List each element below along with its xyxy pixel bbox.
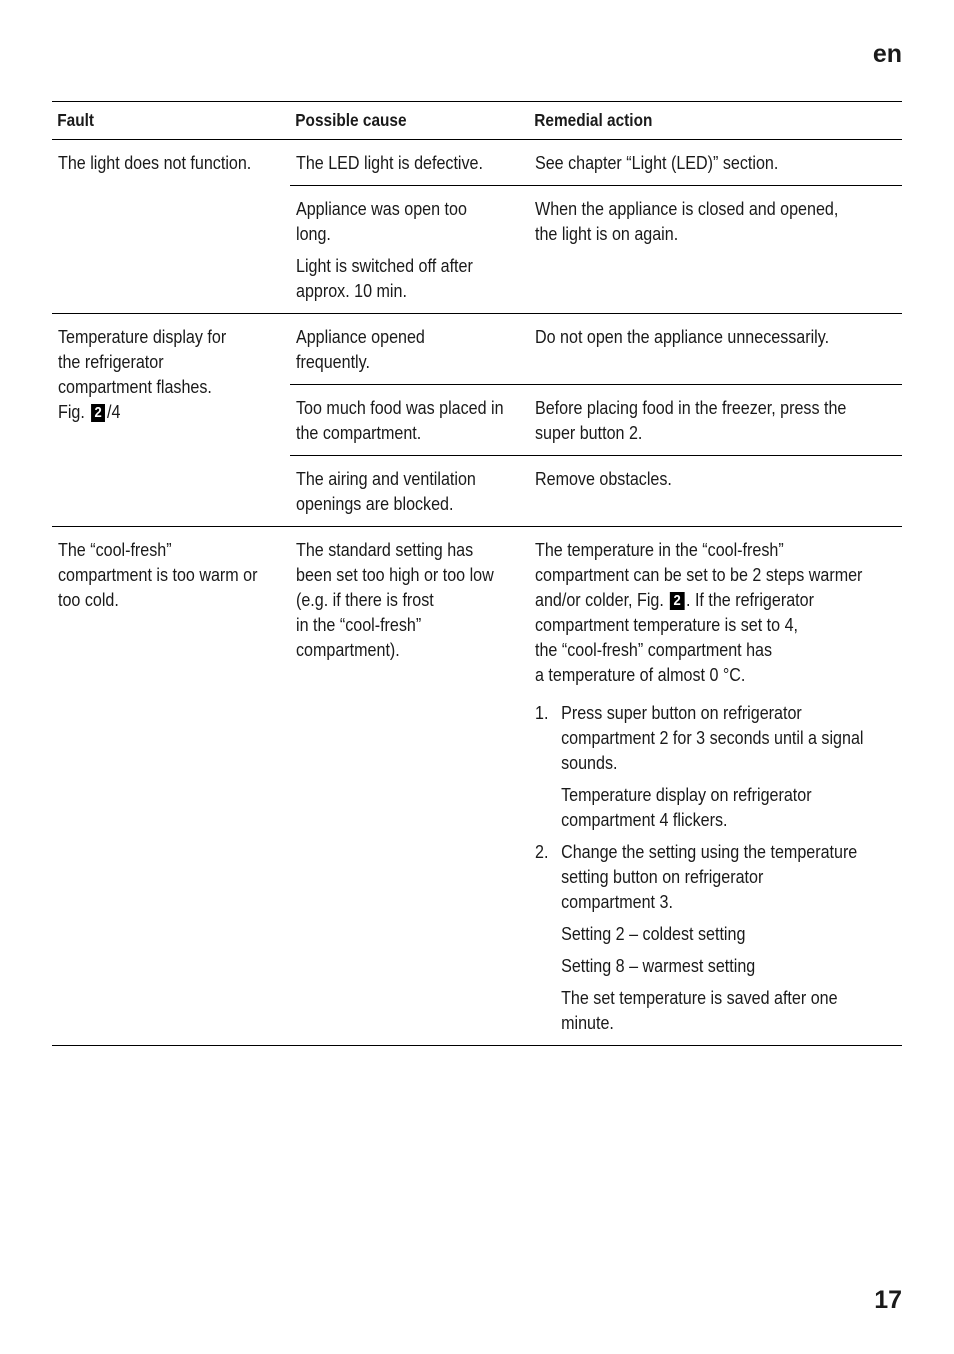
step-list (535, 700, 864, 1035)
fault-cell (52, 140, 290, 313)
table-row (290, 384, 902, 455)
table-header (52, 102, 902, 140)
cause-text: Appliance opened frequently. (296, 326, 425, 372)
action-cell (529, 314, 902, 384)
action-cell (529, 140, 902, 185)
cause-text: Appliance was open too long. (296, 198, 467, 244)
figure-ref-badge: 2 (91, 404, 105, 422)
cause-cell (290, 385, 529, 455)
table-row (290, 455, 902, 526)
figure-ref-badge: 2 (670, 592, 684, 610)
header-remedial-action: Remedial action (534, 110, 653, 130)
header-possible-cause: Possible cause (295, 110, 407, 130)
fault-group-cool-fresh (52, 527, 902, 1045)
cause-cell (290, 527, 529, 1045)
cause-text: The standard setting has been set too high or too low (e.g. if there is frost in the “cool-fresh” compartment). (296, 539, 494, 660)
cause-cell (290, 456, 529, 526)
fault-text: Temperature display for the refrigerator compartment flashes. Fig. 2 /4 (58, 326, 227, 422)
table-row (290, 527, 902, 1045)
cause-cell (290, 140, 529, 185)
step-note: Setting 8 – warmest setting (561, 955, 756, 976)
action-cell (529, 456, 902, 526)
action-text: Do not open the appliance unnecessarily. (535, 326, 830, 347)
action-intro-text: The temperature in the “cool-fresh” compartment can be set to be 2 steps warmer and/or colder, Fig. 2 . If the refrigerator compartment temperature is set to 4, the “cool-fresh” compartment has a temperature of almost 0 °C. (535, 539, 863, 685)
header-fault: Fault (57, 110, 95, 130)
action-cell (529, 385, 902, 455)
step-note: Temperature display on refrigerator compartment 4 flickers. (561, 784, 812, 830)
table-row (290, 140, 902, 185)
action-text: Remove obstacles. (535, 468, 672, 489)
page-number: 17 (874, 1286, 902, 1314)
fault-group-temperature-display (52, 314, 902, 527)
fault-cell (52, 527, 290, 1045)
fault-group-light (52, 140, 902, 314)
table-row (290, 185, 902, 313)
fault-text: The light does not function. (58, 152, 252, 173)
action-cell (529, 186, 902, 313)
cause-text: The LED light is defective. (296, 152, 483, 173)
action-text: Before placing food in the freezer, press the super button 2. (535, 397, 847, 443)
list-item: 1. Press super button on refrigerator compartment 2 for 3 seconds until a signal sounds. (535, 702, 864, 773)
list-item: 2. Change the setting using the temperature setting button on refrigerator compartment 3. (535, 841, 858, 912)
cause-text: Light is switched off after approx. 10 min. (296, 255, 473, 301)
action-cell (529, 527, 902, 1045)
cause-text: Too much food was placed in the compartment. (296, 397, 504, 443)
action-text: When the appliance is closed and opened, the light is on again. (535, 198, 839, 244)
cause-text: The airing and ventilation openings are blocked. (296, 468, 476, 514)
action-text: See chapter “Light (LED)” section. (535, 152, 779, 173)
fault-text: The “cool-fresh” compartment is too warm or too cold. (58, 539, 258, 610)
cause-cell (290, 186, 529, 313)
troubleshooting-table (52, 101, 902, 1046)
language-label: en (872, 40, 902, 68)
step-note: Setting 2 – coldest setting (561, 923, 746, 944)
table-row (290, 314, 902, 384)
cause-cell (290, 314, 529, 384)
step-note: The set temperature is saved after one minute. (561, 987, 838, 1033)
fault-cell (52, 314, 290, 526)
